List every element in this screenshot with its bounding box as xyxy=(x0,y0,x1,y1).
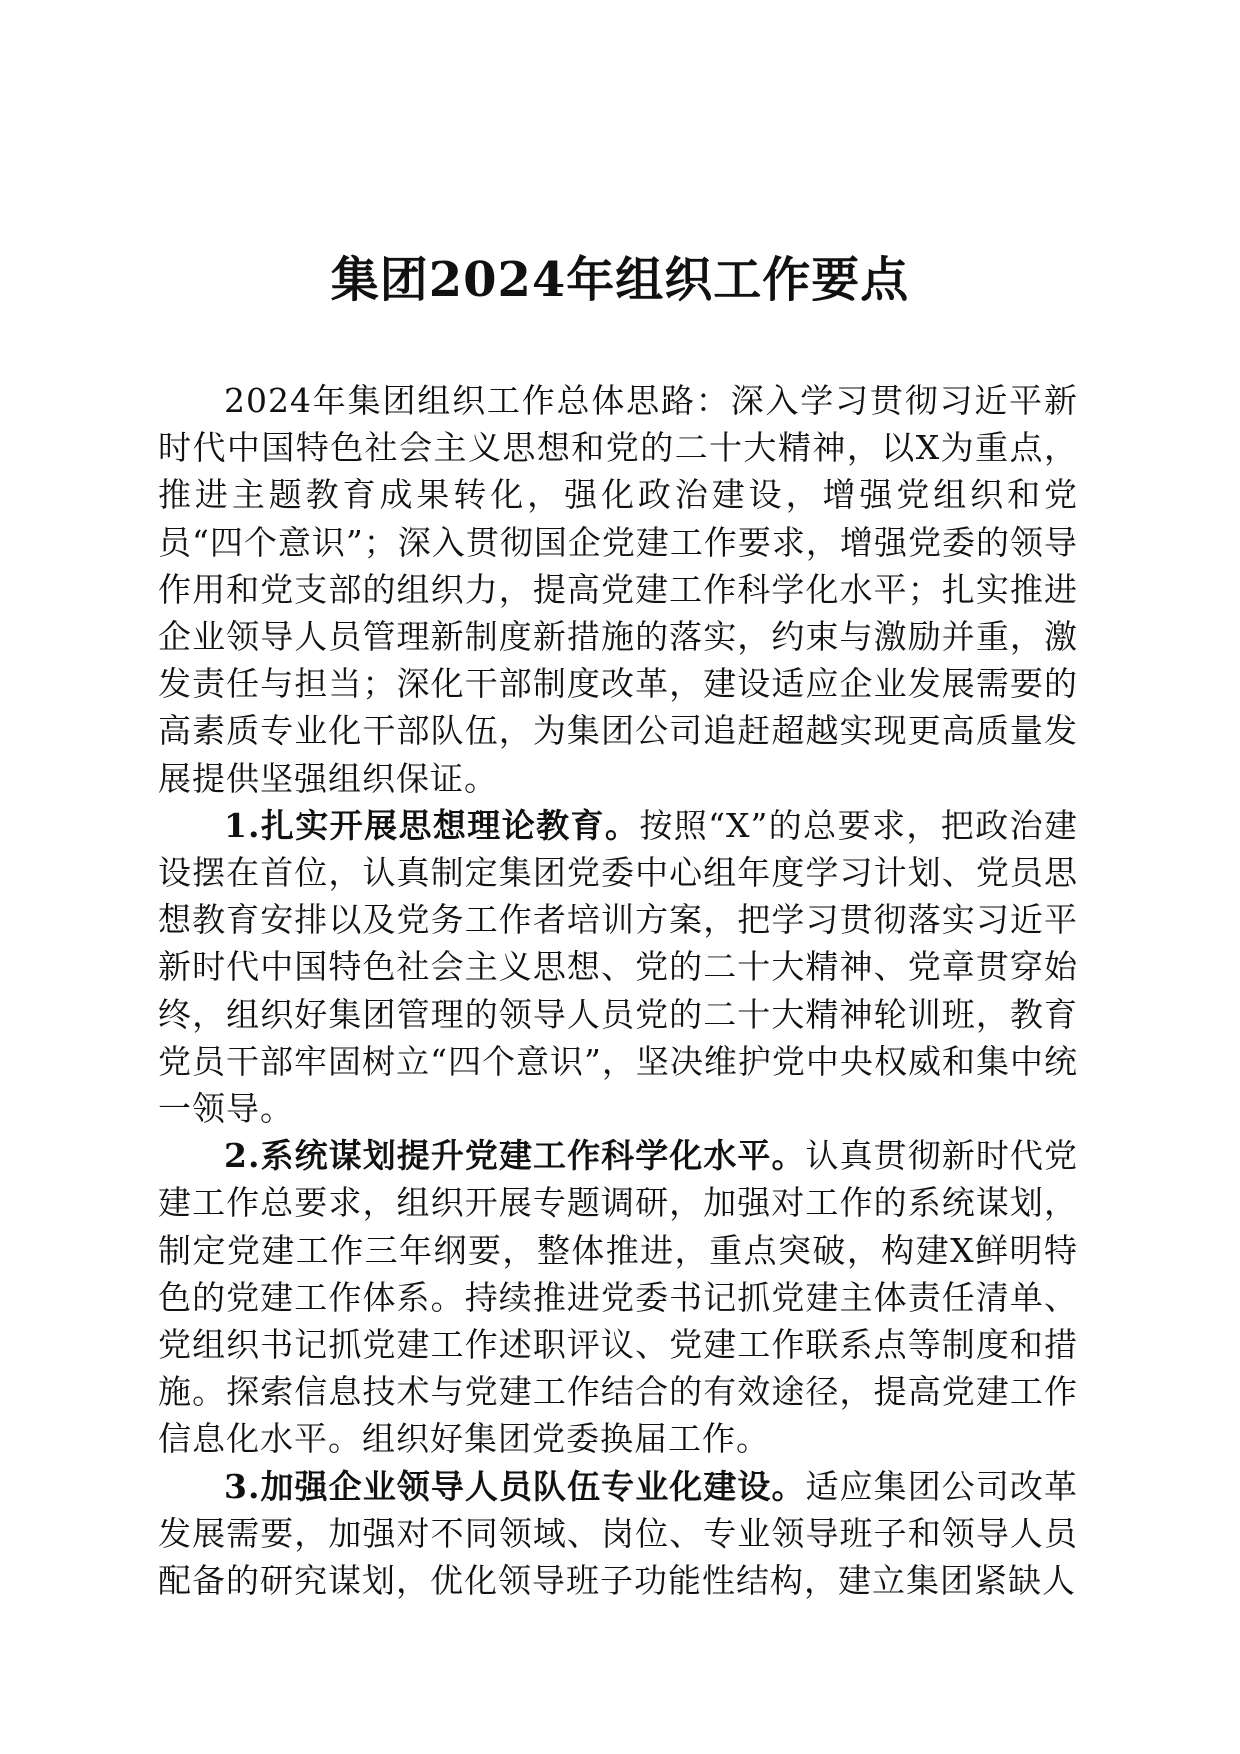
section-paragraph-1 xyxy=(158,802,1078,1132)
document-title: 集团2024年组织工作要点 xyxy=(330,252,910,308)
section-body-3: 适应集团公司改革发展需要，加强对不同领域、岗位、专业领导班子和领导人员配备的研究谋划，优化领导班子功能性结构，建立集团紧缺人 xyxy=(158,1466,1078,1601)
intro-paragraph: 2024年集团组织工作总体思路：深入学习贯彻习近平新时代中国特色社会主义思想和党的二十大精神，以X为重点，推进主题教育成果转化，强化政治建设，增强党组织和党员“四个意识”；深入贯彻国企党建工作要求，增强党委的领导作用和党支部的组织力，提高党建工作科学化水平；扎实推进企业领导人员管理新制度新措施的落实，约束与激励并重，激发责任与担当；深化干部制度改革，建设适应企业发展需要的高素质专业化干部队伍，为集团公司追赶超越实现更高质量发展提供坚强组织保证。 xyxy=(158,381,1078,798)
document-body xyxy=(158,377,1078,1604)
section-heading-3: 3.加强企业领导人员队伍专业化建设。 xyxy=(224,1466,806,1506)
section-body-2: 认真贯彻新时代党建工作总要求，组织开展专题调研，加强对工作的系统谋划，制定党建工作三年纲要，整体推进，重点突破，构建X鲜明特色的党建工作体系。持续推进党委书记抓党建主体责任清单、党组织书记抓党建工作述职评议、党建工作联系点等制度和措施。探索信息技术与党建工作结合的有效途径，提高党建工作信息化水平。组织好集团党委换届工作。 xyxy=(158,1136,1078,1459)
section-heading-1: 1.扎实开展思想理论教育。 xyxy=(224,805,640,845)
section-paragraph-2 xyxy=(158,1132,1078,1462)
section-paragraph-3 xyxy=(158,1463,1078,1605)
section-body-1: 按照“X”的总要求，把政治建设摆在首位，认真制定集团党委中心组年度学习计划、党员思想教育安排以及党务工作者培训方案，把学习贯彻落实习近平新时代中国特色社会主义思想、党的二十大精神、党章贯穿始终，组织好集团管理的领导人员党的二十大精神轮训班，教育党员干部牢固树立“四个意识”，坚决维护党中央权威和集中统一领导。 xyxy=(158,805,1079,1129)
section-heading-2: 2.系统谋划提升党建工作科学化水平。 xyxy=(224,1136,806,1176)
